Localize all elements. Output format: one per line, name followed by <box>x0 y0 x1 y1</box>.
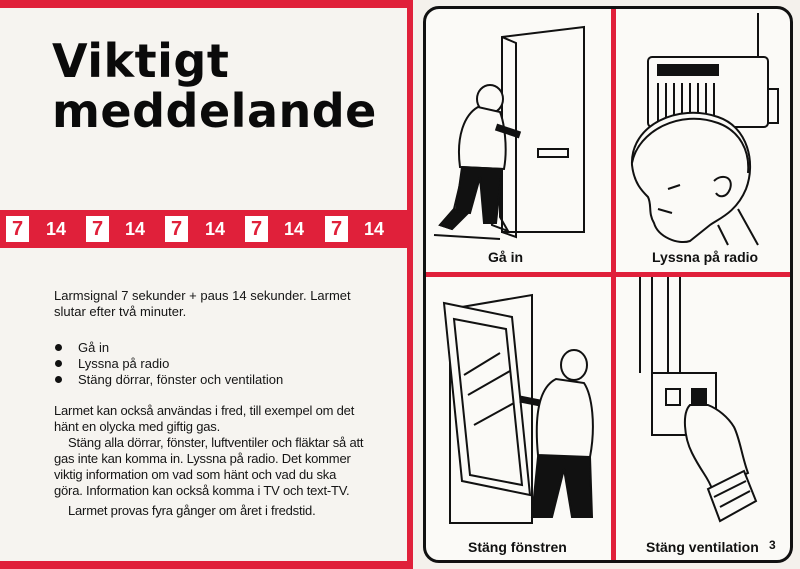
list-item <box>54 372 354 388</box>
list-item-text: Gå in <box>78 340 110 355</box>
signal-off-14: 14 <box>125 219 146 239</box>
red-border-top <box>0 0 413 8</box>
close-windows-illustration <box>440 295 605 523</box>
signal-off-14: 14 <box>364 219 385 239</box>
signal-on-7: 7 <box>245 216 268 242</box>
page-number: 3 <box>769 538 776 552</box>
signal-description: Larmsignal 7 sekunder + paus 14 sekunder. Larmet slutar efter två minuter. <box>54 288 351 319</box>
title-line-1: Viktigt <box>52 34 230 88</box>
signal-off-14: 14 <box>46 219 67 239</box>
signal-on-7: 7 <box>165 216 188 242</box>
caption-listen-radio: Lyssna på radio <box>652 249 759 265</box>
list-item <box>54 356 354 372</box>
red-divider-vertical <box>611 9 616 560</box>
info-paragraph-part-3: Larmet provas fyra gånger om året i fredstid. <box>68 503 316 518</box>
signal-off-14: 14 <box>205 219 226 239</box>
page-title <box>52 36 377 136</box>
info-paragraph <box>54 403 364 519</box>
signal-on-7: 7 <box>86 216 109 242</box>
go-inside-illustration <box>434 27 604 242</box>
info-paragraph-part-2: Stäng alla dörrar, fönster, luftventiler och fläktar så att gas inte kan komma in. Lyssna på radio. Det kommer viktig information om vad som hänt och vad du ska göra. Information kan också komma i TV och text-TV. <box>54 435 364 498</box>
right-page <box>413 0 800 569</box>
list-item-text: Stäng dörrar, fönster och ventilation <box>78 372 284 387</box>
signal-on-7: 7 <box>325 216 348 242</box>
close-ventilation-illustration <box>622 277 784 532</box>
illustration-frame <box>423 6 793 563</box>
bullet-icon <box>55 344 62 351</box>
red-border-bottom <box>0 561 413 569</box>
listen-radio-illustration <box>618 13 788 248</box>
signal-off-14: 14 <box>284 219 305 239</box>
list-item <box>54 340 354 356</box>
caption-go-inside: Gå in <box>488 249 524 265</box>
list-item-text: Lyssna på radio <box>78 356 170 371</box>
title-line-2: meddelande <box>52 84 377 138</box>
info-paragraph-part-1: Larmet kan också användas i fred, till exempel om det hänt en olycka med giftig gas. <box>54 403 355 434</box>
caption-close-ventilation: Stäng ventilation <box>646 539 759 555</box>
signal-on-7: 7 <box>6 216 29 242</box>
caption-close-windows: Stäng fönstren <box>468 539 567 555</box>
bullet-icon <box>55 376 62 383</box>
signal-pattern-band <box>0 210 407 248</box>
action-list <box>54 340 354 388</box>
bullet-icon <box>55 360 62 367</box>
